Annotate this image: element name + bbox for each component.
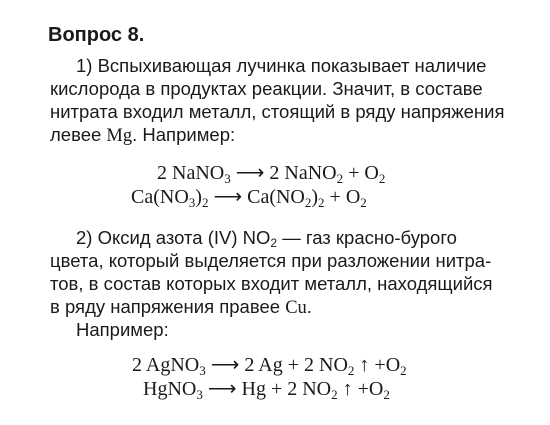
part2-metal-cu: Cu bbox=[285, 298, 307, 318]
equation-4 bbox=[143, 377, 390, 401]
part1-metal-mg: Mg bbox=[106, 126, 133, 146]
eq2-rhs-a-sub: 2 bbox=[304, 195, 312, 210]
eq2-lhs-close: ) bbox=[195, 186, 202, 208]
eq1-rhs-b-sub: 2 bbox=[378, 171, 386, 186]
eq2-plus: + bbox=[329, 186, 341, 208]
part2-line4 bbox=[50, 296, 312, 319]
equation-1 bbox=[157, 161, 385, 185]
part2-line5: Например: bbox=[76, 319, 169, 340]
part1-line3: нитрата входил металл, стоящий в ряду напряжения bbox=[50, 101, 505, 122]
part2-line1-text: 2) Оксид азота (IV) NO bbox=[76, 227, 271, 248]
eq3-lhs-sub: 3 bbox=[199, 363, 206, 378]
eq4-lhs: HgNO bbox=[143, 378, 197, 400]
part1-line1: 1) Вспыхивающая лучинка показывает наличие bbox=[76, 55, 487, 76]
question-title: Вопрос 8. bbox=[48, 24, 145, 46]
eq1-lhs: 2 NaNO bbox=[157, 162, 225, 184]
equation-3 bbox=[132, 353, 407, 377]
eq3-rhs-a: 2 Ag + 2 NO bbox=[244, 354, 348, 376]
eq2-lhs-a-sub: 3 bbox=[188, 195, 196, 210]
eq2-arrow: ⟶ bbox=[213, 186, 243, 208]
part1-line2: кислорода в продуктах реакции. Значит, в составе bbox=[50, 78, 483, 99]
part2-line1 bbox=[76, 227, 457, 249]
part2-line1-end: — газ красно-бурого bbox=[277, 227, 457, 248]
eq4-rhs-b: +O bbox=[357, 378, 384, 400]
eq2-rhs-close-sub: 2 bbox=[318, 195, 325, 210]
equation-2 bbox=[131, 185, 367, 209]
part2-line2: цвета, который выделяется при разложении нитра- bbox=[50, 250, 492, 271]
part2-line4-text: в ряду напряжения правее bbox=[50, 296, 286, 317]
eq3-arrow: ⟶ bbox=[210, 354, 240, 376]
eq4-rhs-a: Hg + 2 NO bbox=[241, 378, 332, 400]
eq4-rhs-b-sub: 2 bbox=[383, 387, 390, 402]
eq2-rhs-a: Ca(NO bbox=[247, 186, 305, 208]
eq4-arrow: ⟶ bbox=[207, 378, 237, 400]
part1-line4-text: левее bbox=[50, 124, 107, 145]
eq1-rhs-b: O bbox=[364, 162, 379, 184]
eq2-rhs-b: O bbox=[345, 186, 361, 208]
part2-line4-end: . bbox=[306, 296, 312, 317]
eq2-lhs-a: Ca(NO bbox=[131, 186, 189, 208]
eq2-rhs-b-sub: 2 bbox=[360, 195, 367, 210]
eq2-lhs-close-sub: 2 bbox=[201, 195, 209, 210]
eq1-plus: + bbox=[348, 162, 360, 184]
eq1-rhs-a-sub: 2 bbox=[336, 171, 344, 186]
eq1-arrow: ⟶ bbox=[235, 162, 265, 184]
eq3-rhs-a-sub: 2 bbox=[347, 363, 355, 378]
eq3-rhs-b: +O bbox=[374, 354, 401, 376]
eq3-rhs-b-sub: 2 bbox=[400, 363, 407, 378]
part1-line4-end: . Например: bbox=[132, 124, 236, 145]
part1-line4 bbox=[50, 124, 235, 147]
eq1-lhs-sub: 3 bbox=[224, 171, 231, 186]
eq4-lhs-sub: 3 bbox=[196, 387, 203, 402]
eq1-rhs-a: 2 NaNO bbox=[269, 162, 337, 184]
eq3-up-arrow: ↑ bbox=[359, 354, 370, 376]
eq2-rhs-close: ) bbox=[311, 186, 319, 208]
part2-line3: тов, в состав которых входит металл, находящийся bbox=[50, 273, 493, 294]
eq4-up-arrow: ↑ bbox=[342, 378, 353, 400]
part2-line1-sub: 2 bbox=[270, 236, 278, 250]
eq4-rhs-a-sub: 2 bbox=[331, 387, 338, 402]
eq3-lhs: 2 AgNO bbox=[132, 354, 200, 376]
